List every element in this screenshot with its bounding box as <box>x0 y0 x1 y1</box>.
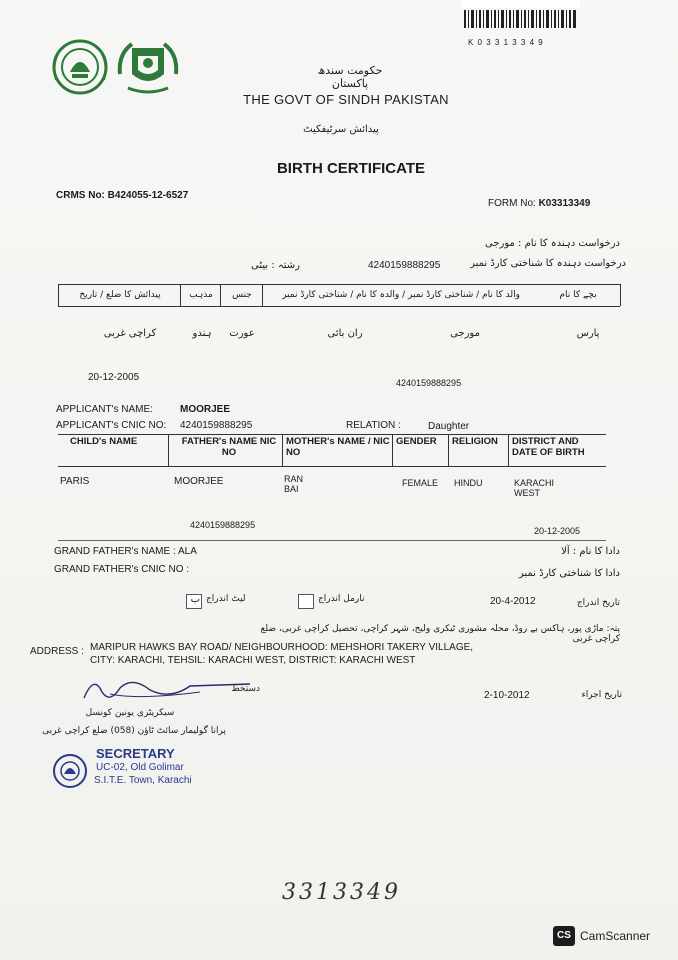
eng-col-divider <box>168 434 169 466</box>
applicant-cnic-value: 4240159888295 <box>180 420 253 431</box>
address-line-2: CITY: KARACHI, TEHSIL: KARACHI WEST, DISTRICT: KARACHI WEST <box>90 655 416 666</box>
urdu-table-header-border <box>58 306 620 307</box>
urdu-relation: رشتہ : بیٹی <box>251 260 300 271</box>
page-title: BIRTH CERTIFICATE <box>276 160 426 177</box>
urdu-col-divider <box>220 284 221 306</box>
father-name: MOORJEE <box>174 476 224 487</box>
urdu-table-left-border <box>58 284 59 306</box>
crms-number: CRMS No: B424055-12-6527 <box>56 190 189 201</box>
urdu-header-child: بچے کا نام <box>559 290 597 300</box>
entry-date: 20-4-2012 <box>490 596 536 607</box>
camscanner-label: CamScanner <box>580 929 651 943</box>
address-label: ADDRESS : <box>30 646 84 657</box>
stamp-line-3: S.I.T.E. Town, Karachi <box>94 775 192 786</box>
grandfather-cnic-label: GRAND FATHER's CNIC NO : <box>54 564 190 575</box>
urdu-header-religion: مذہب <box>189 290 213 300</box>
urdu-mother-name: ران بائی <box>327 328 363 339</box>
header-gender: GENDER <box>396 436 437 447</box>
religion: HINDU <box>454 478 483 488</box>
barcode <box>462 0 580 38</box>
urdu-office-line-2: پرانا گولیمار سائٹ ٹاؤن (058) ضلع کراچی غربی <box>42 726 226 736</box>
pakistan-emblem-icon <box>114 34 182 100</box>
normal-entry-checkbox[interactable] <box>298 594 314 609</box>
urdu-header-gender: جنس <box>232 290 252 300</box>
header-religion: RELIGION <box>452 436 498 447</box>
eng-table-top-border <box>58 434 606 435</box>
stamp-title: SECRETARY <box>96 746 175 761</box>
stamp-line-2: UC-02, Old Golimar <box>96 762 184 773</box>
barcode-text: K 0 3 3 1 3 3 4 9 <box>468 38 544 47</box>
secretary-stamp-emblem-icon <box>50 752 90 790</box>
urdu-grandfather-name: دادا کا نام : آلا <box>561 546 620 557</box>
urdu-col-divider <box>262 284 263 306</box>
grandfather-name: GRAND FATHER's NAME : ALA <box>54 546 197 557</box>
camscanner-logo-icon: CS <box>553 926 575 946</box>
urdu-header-parents: والد کا نام / شناختی کارڈ نمبر / والدہ کا نام / شناختی کارڈ نمبر <box>282 290 520 300</box>
late-entry-mark: ب <box>190 594 200 605</box>
late-entry-label: لیٹ اندراج <box>206 594 246 604</box>
urdu-col-divider <box>180 284 181 306</box>
urdu-child-name: پارس <box>576 328 600 339</box>
urdu-office-line-1: سیکریٹری یونین کونسل <box>85 708 175 718</box>
applicant-name-value: MOORJEE <box>180 404 231 415</box>
header-father: FATHER's NAME NIC NO <box>181 436 277 458</box>
eng-col-divider <box>392 434 393 466</box>
urdu-govt-heading: حکومت سندھ پاکستان <box>317 64 383 90</box>
applicant-cnic-label: APPLICANT's CNIC NO: <box>56 420 167 431</box>
urdu-table-top-border <box>58 284 620 285</box>
relation-value: Daughter <box>428 421 470 432</box>
district: KARACHI WEST <box>514 478 555 498</box>
header-mother: MOTHER's NAME / NIC NO <box>286 436 390 458</box>
urdu-header-district: پیدائش کا ضلع / تاریخ <box>79 290 161 300</box>
urdu-applicant-cnic-value: 4240159888295 <box>368 260 441 271</box>
urdu-issue-date-label: تاریخ اجراء <box>581 690 622 700</box>
urdu-address: پتہ: ماڑی پور، ہاکس بے روڈ، محلہ مشوری ٹیکری ولیج، شہر کراچی، تحصیل کراچی غربی، ضلع کراچی غربی <box>260 624 620 644</box>
urdu-father-name: مورجی <box>450 328 480 339</box>
eng-col-divider <box>448 434 449 466</box>
header-district: DISTRICT AND DATE OF BIRTH <box>512 436 585 458</box>
urdu-table-right-border <box>620 284 621 306</box>
normal-entry-label: نارمل اندراج <box>318 594 365 604</box>
urdu-title: پیدائش سرٹیفکیٹ <box>303 124 379 135</box>
relation-label: RELATION : <box>346 420 401 431</box>
urdu-gender: عورت <box>229 328 255 339</box>
header-child-name: CHILD's NAME <box>70 436 138 447</box>
urdu-applicant-cnic-label: درخواست دہندہ کا شناختی کارڈ نمبر <box>470 258 626 269</box>
eng-col-divider <box>282 434 283 466</box>
urdu-signature-label: دستخط <box>231 684 260 694</box>
date-of-birth: 20-12-2005 <box>534 526 581 536</box>
eng-table-bottom-border <box>58 540 606 541</box>
urdu-district: کراچی غربی <box>103 328 157 339</box>
govt-heading: THE GOVT OF SINDH PAKISTAN <box>243 92 449 107</box>
urdu-father-cnic: 4240159888295 <box>396 378 462 388</box>
father-cnic: 4240159888295 <box>190 520 256 530</box>
address-line-1: MARIPUR HAWKS BAY ROAD/ NEIGHBOURHOOD: MEHSHORI TAKERY VILLAGE, <box>90 642 474 653</box>
child-name: PARIS <box>60 476 90 487</box>
urdu-grandfather-cnic: دادا کا شناختی کارڈ نمبر <box>518 568 620 579</box>
urdu-religion: ہندو <box>192 328 212 339</box>
form-number: FORM No: K03313349 <box>488 198 591 209</box>
urdu-entry-date-label: تاریخ اندراج <box>576 598 620 608</box>
urdu-applicant-name: درخواست دہندہ کا نام : مورجی <box>484 238 620 249</box>
handwritten-form-number: 3313349 <box>282 880 401 905</box>
mother-name: RAN BAI <box>284 474 304 494</box>
issue-date: 2-10-2012 <box>484 690 530 701</box>
eng-col-divider <box>508 434 509 466</box>
applicant-name-label: APPLICANT's NAME: <box>56 404 153 415</box>
urdu-birth-date: 20-12-2005 <box>88 372 140 383</box>
sindh-govt-emblem-icon <box>48 36 112 98</box>
gender: FEMALE <box>402 478 439 488</box>
eng-table-header-border <box>58 466 606 467</box>
